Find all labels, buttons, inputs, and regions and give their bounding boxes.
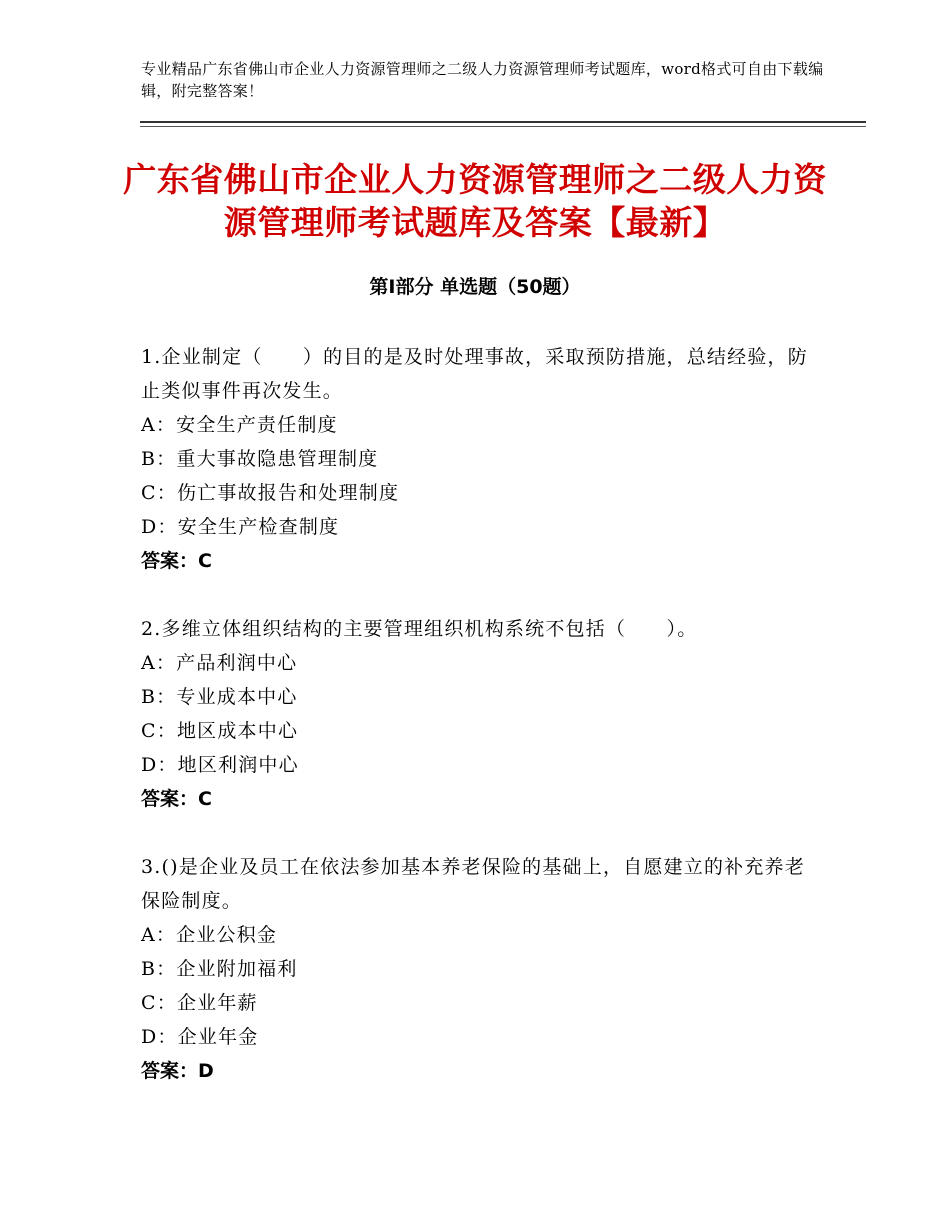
question-list <box>141 340 811 1122</box>
option-d: D：地区利润中心 <box>141 754 299 776</box>
option-b: B：企业附加福利 <box>141 958 298 980</box>
answer: 答案：C <box>141 788 212 810</box>
answer: 答案：C <box>141 550 212 572</box>
section-heading: 第Ⅰ部分 单选题（50题） <box>369 276 581 298</box>
question-2 <box>141 612 811 816</box>
option-b: B：重大事故隐患管理制度 <box>141 448 379 470</box>
option-d: D：安全生产检查制度 <box>141 516 340 538</box>
option-a: A：安全生产责任制度 <box>141 414 338 436</box>
question-stem: 3.()是企业及员工在依法参加基本养老保险的基础上，自愿建立的补充养老保险制度。 <box>141 856 805 912</box>
option-c: C：地区成本中心 <box>141 720 299 742</box>
header-note: 专业精品广东省佛山市企业人力资源管理师之二级人力资源管理师考试题库，word格式可自由下载编辑，附完整答案！ <box>141 60 824 100</box>
question-1 <box>141 340 811 578</box>
question-stem: 2.多维立体组织结构的主要管理组织机构系统不包括（ ）。 <box>141 618 698 640</box>
option-d: D：企业年金 <box>141 1026 259 1048</box>
option-c: C：企业年薪 <box>141 992 258 1014</box>
answer: 答案：D <box>141 1060 214 1082</box>
document-title: 广东省佛山市企业人力资源管理师之二级人力资源管理师考试题库及答案【最新】 <box>123 160 827 242</box>
option-a: A：产品利润中心 <box>141 652 298 674</box>
header-divider-thin <box>140 126 866 127</box>
option-b: B：专业成本中心 <box>141 686 298 708</box>
option-c: C：伤亡事故报告和处理制度 <box>141 482 400 504</box>
question-3 <box>141 850 811 1088</box>
question-stem: 1.企业制定（ ）的目的是及时处理事故，采取预防措施，总结经验，防止类似事件再次发生。 <box>141 346 808 402</box>
header-divider-thick <box>140 121 866 123</box>
option-a: A：企业公积金 <box>141 924 278 946</box>
